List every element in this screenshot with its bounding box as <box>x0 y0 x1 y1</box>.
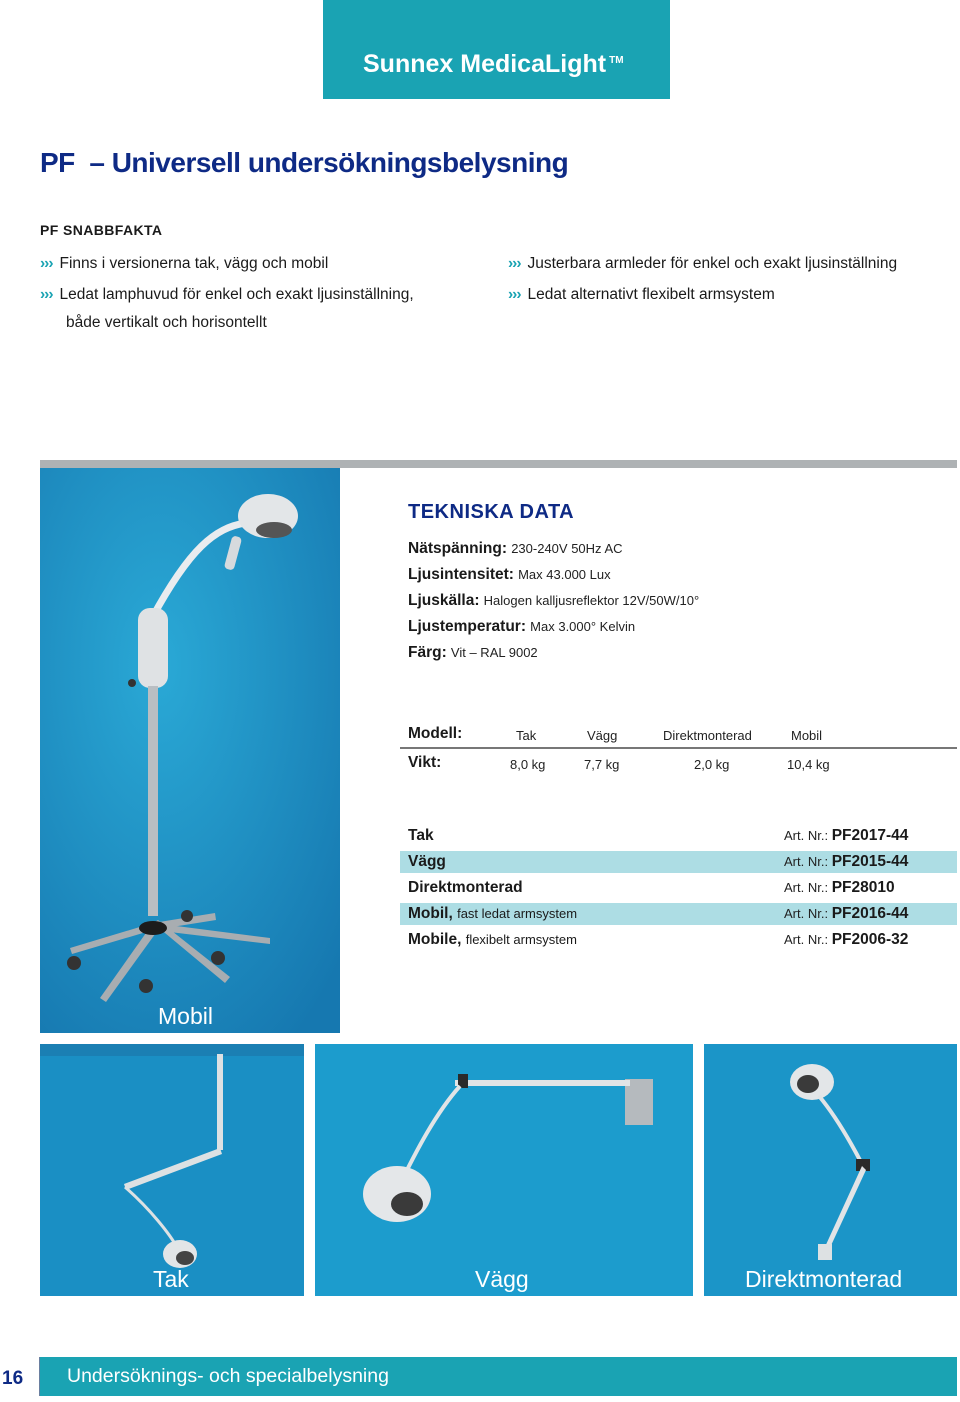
tak-lamp-illustration <box>40 1044 304 1296</box>
weight-label: Vikt: <box>408 754 442 771</box>
model-weight: 2,0 kg <box>694 757 730 772</box>
spec-temperature: Ljustemperatur: Max 3.000° Kelvin <box>408 618 636 635</box>
model-name: Direktmonterad <box>663 728 752 743</box>
article-row: Mobile, flexibelt armsystem Art. Nr.: PF2006-32 <box>408 931 909 948</box>
model-name: Mobil <box>791 728 823 743</box>
model-name: Vägg <box>587 728 618 743</box>
spec-lightsource: Ljuskälla: Halogen kalljusreflektor 12V/50W/10° <box>408 592 700 609</box>
page-number: 16 <box>2 1368 24 1389</box>
model-weight: 7,7 kg <box>584 757 620 772</box>
footer-section-title: Undersöknings- och specialbelysning <box>67 1365 389 1387</box>
fact-item: ››› Ledat lamphuvud för enkel och exakt ljusinställning, <box>40 286 414 303</box>
brand-header <box>323 0 670 99</box>
vagg-lamp-illustration <box>315 1044 693 1296</box>
photo-vagg <box>315 1044 693 1296</box>
fact-item: ››› Ledat alternativt flexibelt armsystem <box>508 286 775 303</box>
photo-caption-mobil: Mobil <box>158 1003 213 1029</box>
panel-divider <box>40 460 340 468</box>
article-row: Vägg Art. Nr.: PF2015-44 <box>400 851 957 873</box>
page-title: PF – Universell undersökningsbelysning <box>40 147 569 178</box>
photo-caption-direktmonterad: Direktmonterad <box>745 1266 903 1292</box>
brand-name: Sunnex MedicaLight ™ <box>363 50 624 78</box>
model-name: Tak <box>516 728 537 743</box>
photo-direktmonterad <box>704 1044 957 1296</box>
photo-mobil <box>40 468 340 1033</box>
fact-item: ››› Justerbara armleder för enkel och exakt ljusinställning <box>508 255 898 272</box>
article-row: Mobil, fast ledat armsystem Art. Nr.: PF2016-44 <box>400 903 957 925</box>
fact-item-continuation: både vertikalt och horisontellt <box>66 314 267 331</box>
tech-panel <box>340 460 957 1033</box>
model-weights-row <box>400 751 957 778</box>
direkt-lamp-illustration <box>704 1044 957 1296</box>
spec-color: Färg: Vit – RAL 9002 <box>408 644 538 661</box>
facts-heading: PF SNABBFAKTA <box>40 222 163 238</box>
photo-tak <box>40 1044 304 1296</box>
photo-caption-tak: Tak <box>153 1266 189 1292</box>
photo-caption-vagg: Vägg <box>475 1266 529 1292</box>
model-weight: 10,4 kg <box>787 757 830 772</box>
article-row: Direktmonterad Art. Nr.: PF28010 <box>408 879 895 896</box>
fact-item: ››› Finns i versionerna tak, vägg och mobil <box>40 255 329 272</box>
footer-bar <box>40 1357 957 1396</box>
article-row: Tak Art. Nr.: PF2017-44 <box>408 827 909 844</box>
model-names-row <box>400 722 957 749</box>
model-weight: 8,0 kg <box>510 757 546 772</box>
spec-voltage: Nätspänning: 230-240V 50Hz AC <box>408 540 623 557</box>
mobil-lamp-illustration <box>40 468 340 1033</box>
tech-heading: TEKNISKA DATA <box>408 501 575 523</box>
model-label: Modell: <box>408 725 463 742</box>
spec-intensity: Ljusintensitet: Max 43.000 Lux <box>408 566 611 583</box>
